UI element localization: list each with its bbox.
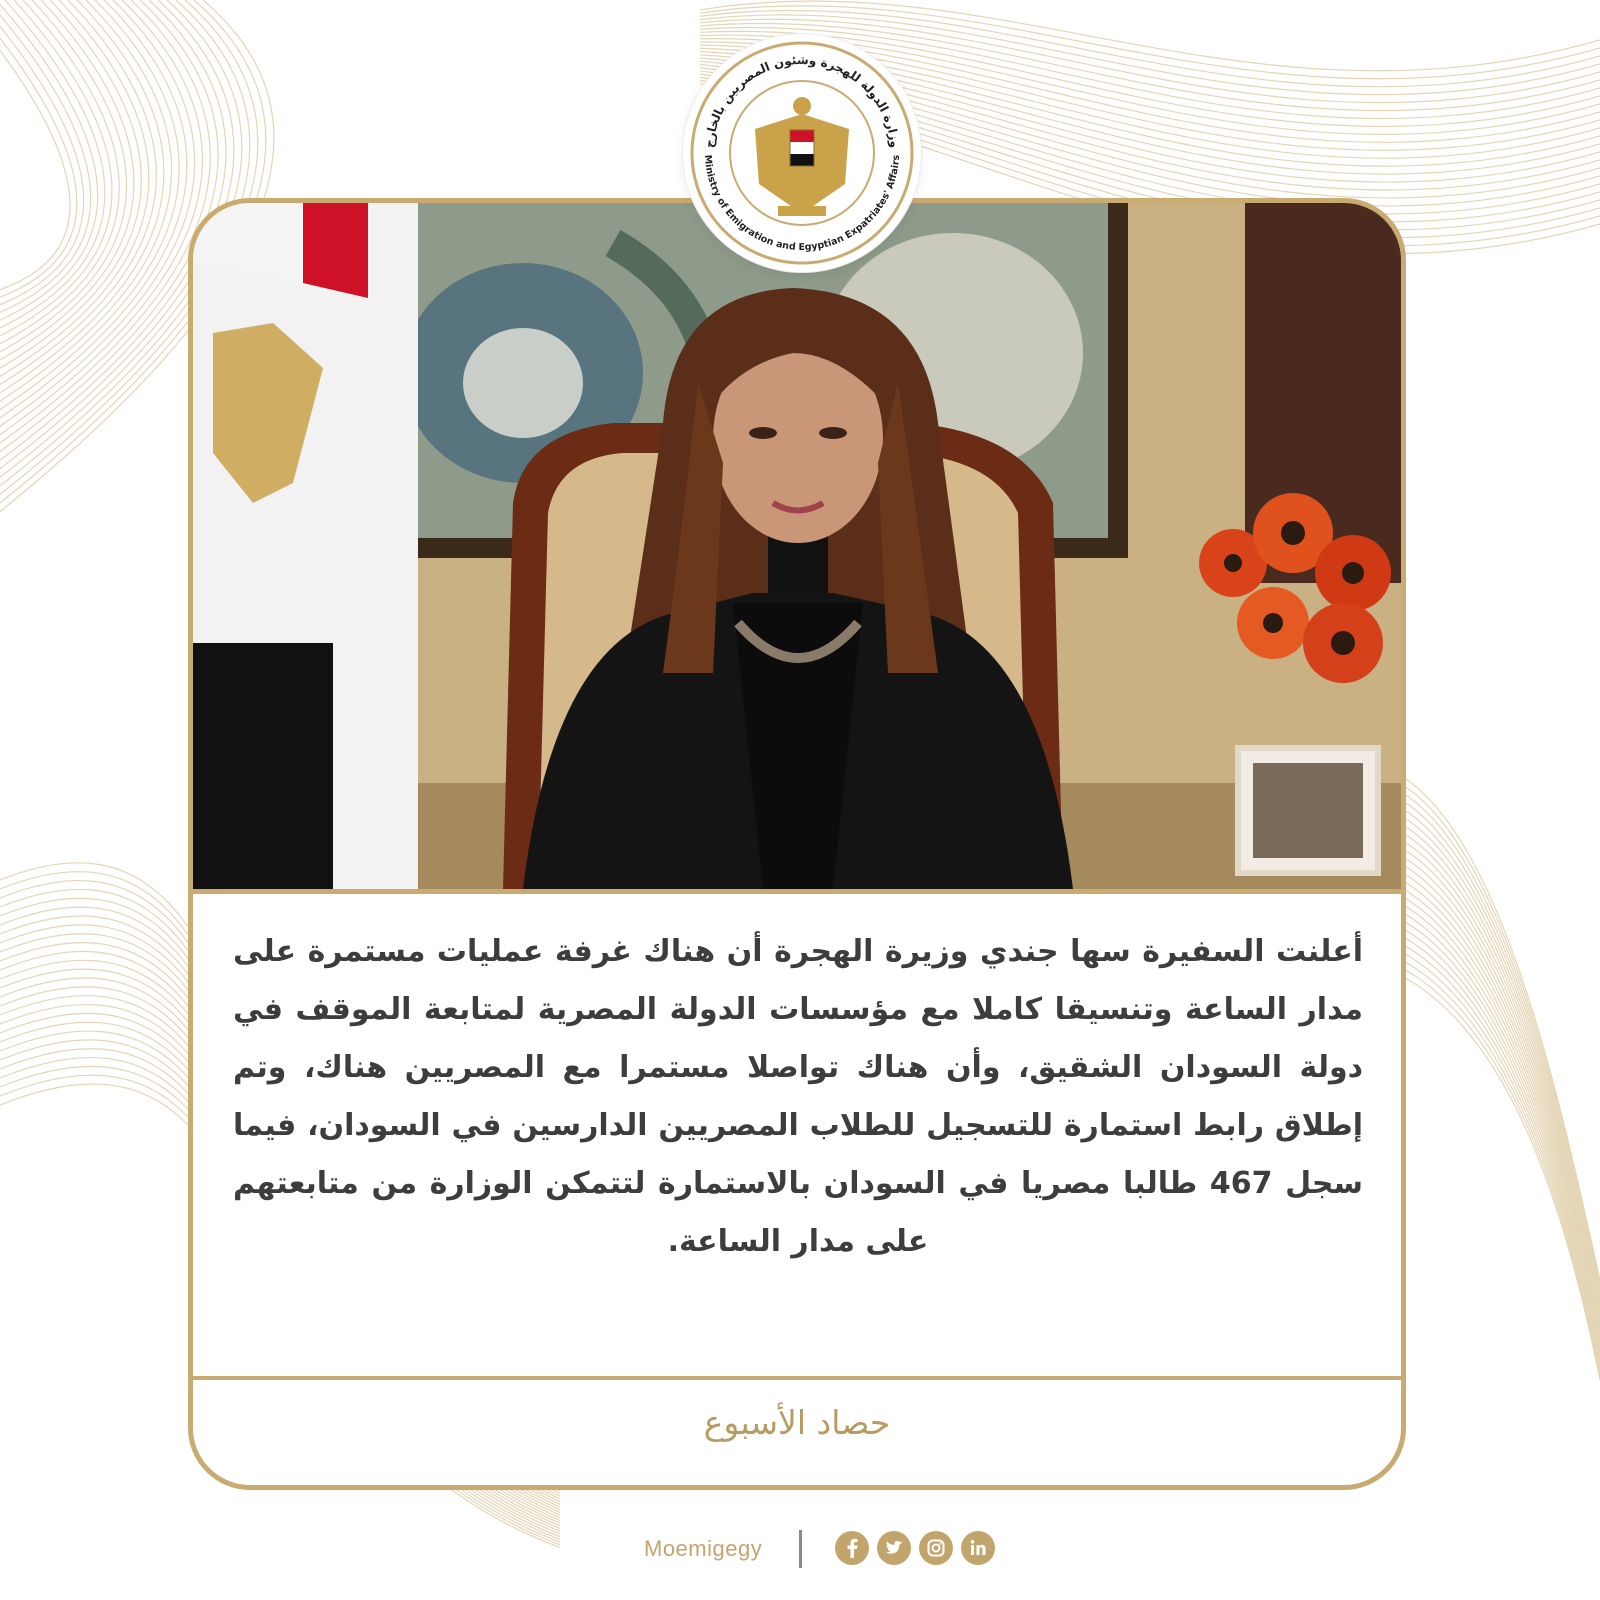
news-statement-text: أعلنت السفيرة سها جندي وزيرة الهجرة أن هناك غرفة عمليات مستمرة على مدار الساعة وتنسيقا كاملا مع مؤسسات الدولة المصرية لمتابعة الموقف في دولة السودان الشقيق، وأن هناك تواصلا مستمرا مع المصريين هناك، وتم إطلاق رابط استمارة للتسجيل للطلاب المصريين الدارسين في السودان، فيما سجل 467 طالبا مصريا في السودان بالاستمارة لتتمكن الوزارة من متابعتهم على مدار الساعة.: [233, 934, 1363, 1259]
emblem-english-text: Ministry of Emigration and Egyptian Expatriates' Affairs: [701, 154, 903, 253]
twitter-icon[interactable]: [877, 1531, 911, 1565]
instagram-icon[interactable]: [919, 1531, 953, 1565]
gold-divider: [193, 1376, 1401, 1380]
footer-separator: [799, 1530, 802, 1568]
social-handle[interactable]: Moemigegy: [644, 1536, 763, 1561]
emblem-arabic-text: وزارة الدولة للهجرة وشئون المصريين بالخارج: [702, 52, 902, 149]
ministry-emblem-seal: [683, 34, 921, 272]
eagle-of-saladin-icon: [683, 34, 921, 272]
minister-portrait-photo: [193, 203, 1401, 894]
facebook-icon[interactable]: [835, 1531, 869, 1565]
linkedin-icon[interactable]: [961, 1531, 995, 1565]
portrait-illustration: [193, 203, 1401, 889]
footer-bar: [0, 1524, 1600, 1578]
weekly-harvest-caption: حصاد الأسبوع: [703, 1403, 891, 1442]
post-card: [188, 198, 1406, 1490]
